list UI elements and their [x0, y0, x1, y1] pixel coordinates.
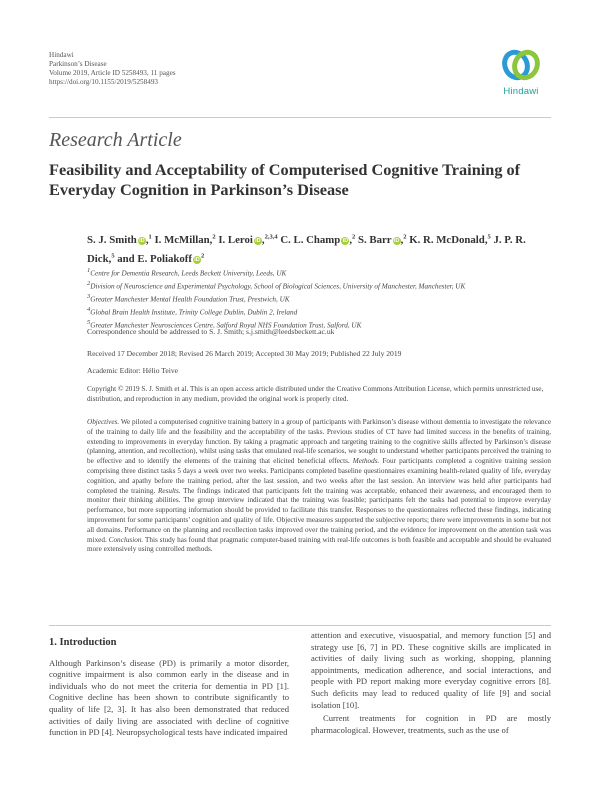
article-dates: Received 17 December 2018; Revised 26 March 2019; Accepted 30 May 2019; Published 22 July 2019: [87, 349, 402, 358]
orcid-icon[interactable]: iD: [139, 237, 145, 244]
publisher-name: Hindawi: [49, 51, 74, 59]
author: E. Poliakoff $iD^2$: [137, 252, 205, 265]
body-paragraph: Current treatments for cognition in PD are mostly pharmacological. However, treatments, such as the use of: [311, 713, 551, 735]
author: C. L. Champ iD,$^2$: [280, 233, 356, 246]
affiliation: $^1$Centre for Dementia Research, Leeds Beckett University, Leeds, UK: [87, 267, 287, 278]
author: S. Barr iD,$^2$: [357, 233, 407, 246]
affiliation: $^4$Global Brain Health Institute, Trinity College Dublin, Dublin 2, Ireland: [87, 305, 298, 317]
author: J. P. R. Dick,$^5$ and: [87, 233, 526, 265]
orcid-icon[interactable]: iD: [255, 237, 261, 244]
copyright-notice: Copyright © 2019 S. J. Smith et al. This is an open access article distributed under the Creative Commons Attribution License, which permits unrestricted use, distribution, and reproduction in any medium, provided the original work is properly cited.: [87, 385, 544, 403]
academic-editor: Academic Editor: Hélio Teive: [87, 366, 179, 375]
author: K. R. McDonald,$^5$: [409, 233, 491, 246]
abstract-conclusion-label: Conclusion.: [108, 535, 144, 544]
author-list: [87, 229, 551, 267]
author: I. McMillan,$^2$: [154, 233, 216, 246]
correspondence: Correspondence should be addressed to S. J. Smith; s.j.smith@leedsbeckett.ac.uk: [87, 327, 335, 336]
body-paragraph: attention and executive, visuospatial, and memory function [5] and strategy use [6, 7] in PD. These cognitive skills are implicated in activities of daily living such as working, shopping, planning appointments, medication adherence, and social interactions, and people with PD report making more everyday cognitive errors [8]. Such deficits may lead to reduced quality of life [9] and social isolation [10].: [311, 630, 551, 710]
section-heading: 1. Introduction: [49, 637, 117, 648]
body-column-right: [311, 630, 551, 736]
paper-title: Feasibility and Acceptability of Computerised Cognitive Training of Everyday Cognition in Parkinson’s Disease: [49, 160, 521, 199]
orcid-icon[interactable]: iD: [393, 237, 400, 244]
hindawi-logo-icon: [499, 47, 543, 83]
affiliation-list: [87, 266, 551, 330]
abstract-methods-label: Methods.: [352, 457, 380, 466]
abstract-methods: Four participants completed a cognitive training session comprising three distinct tasks 5 days a week over two weeks. Participants completed baseline questionnaires examining health-related quality of life, everyday cognition, and apathy before the training period, after the last session, and two weeks after the last session. An interview was held after participants had completed the training.: [87, 457, 552, 495]
affiliation: $^5$Greater Manchester Neurosciences Centre, Salford Royal NHS Foundation Trust, Salford, UK: [87, 318, 362, 329]
abstract-conclusion: This study has found that pragmatic computer-based training with real-life outcomes is both feasible and acceptable and should be evaluated more extensively using controlled methods.: [87, 535, 552, 554]
abstract-results: The findings indicated that participants felt the training was acceptable, enhanced their awareness, and encouraged them to monitor their thinking abilities. The group interview indicated that the training was feasible; participants felt the tasks had potential to improve everyday performance, but more supporting information should be provided to facilitate this transfer. Responses to the questionnaires reflected these findings, indicating improvement for some participants’ cognition and quality of life. Objective measures supported the subjective reports; there were improvements in some but not all domains. Performance on the planning and recollection tasks improved over the training period, and the evidence for improvement on the attention task was mixed.: [87, 486, 552, 544]
author: I. Leroi iD,$^{2,3,4}$: [218, 233, 278, 246]
abstract-divider: [49, 625, 551, 626]
body-column-left: [49, 630, 289, 739]
orcid-icon[interactable]: iD: [194, 256, 200, 263]
affiliation: $^3$Greater Manchester Mental Health Foundation Trust, Prestwich, UK: [87, 292, 290, 304]
article-type: Research Article: [49, 129, 182, 151]
logo-wordmark: Hindawi: [503, 86, 539, 97]
orcid-icon[interactable]: iD: [342, 237, 349, 244]
abstract: [87, 418, 551, 555]
doi-link[interactable]: https://doi.org/10.1155/2019/5258493: [49, 77, 159, 86]
affiliation: $^2$Division of Neuroscience and Experimental Psychology, School of Biological Sciences, University of Manchester, Manchester, UK: [87, 279, 466, 291]
abstract-objectives: We piloted a computerised cognitive training battery in a group of participants with Parkinson’s disease without dementia to investigate the relevance of the training to daily life and the feasibility and the acceptability of the tasks. Previous studies of CT have had limited success in the benefits of training, extending to improvements in everyday function. By taking a pragmatic approach and targeting training to the cognitive skills affected by Parkinson’s disease (planning, attention, and recollection), whilst using tasks that emulated real-life scenarios, we sought to understand whether participants perceived the training to be effective and to identify the elements of the training that elicited beneficial effects.: [87, 418, 552, 466]
abstract-objectives-label: Objectives.: [87, 418, 120, 426]
journal-name: Parkinson’s Disease: [49, 59, 107, 68]
volume-line: Volume 2019, Article ID 5258493, 11 pages: [49, 68, 176, 77]
journal-meta: [49, 51, 176, 87]
header-divider: [49, 117, 551, 118]
abstract-results-label: Results.: [158, 486, 181, 495]
body-paragraph: Although Parkinson’s disease (PD) is primarily a motor disorder, cognitive impairment is also common early in the disease and in individuals who do not meet the criteria for dementia in PD [1]. Cognitive decline has been shown to contribute significantly to quality of life [2, 3]. It has also been demonstrated that reduced activities of daily living are associated with decline of cognitive function in PD [4]. Neuropsychological tests have indicated impaired: [49, 657, 289, 738]
author: S. J. Smith iD,$^1$: [87, 233, 152, 246]
hindawi-logo: [498, 47, 544, 97]
